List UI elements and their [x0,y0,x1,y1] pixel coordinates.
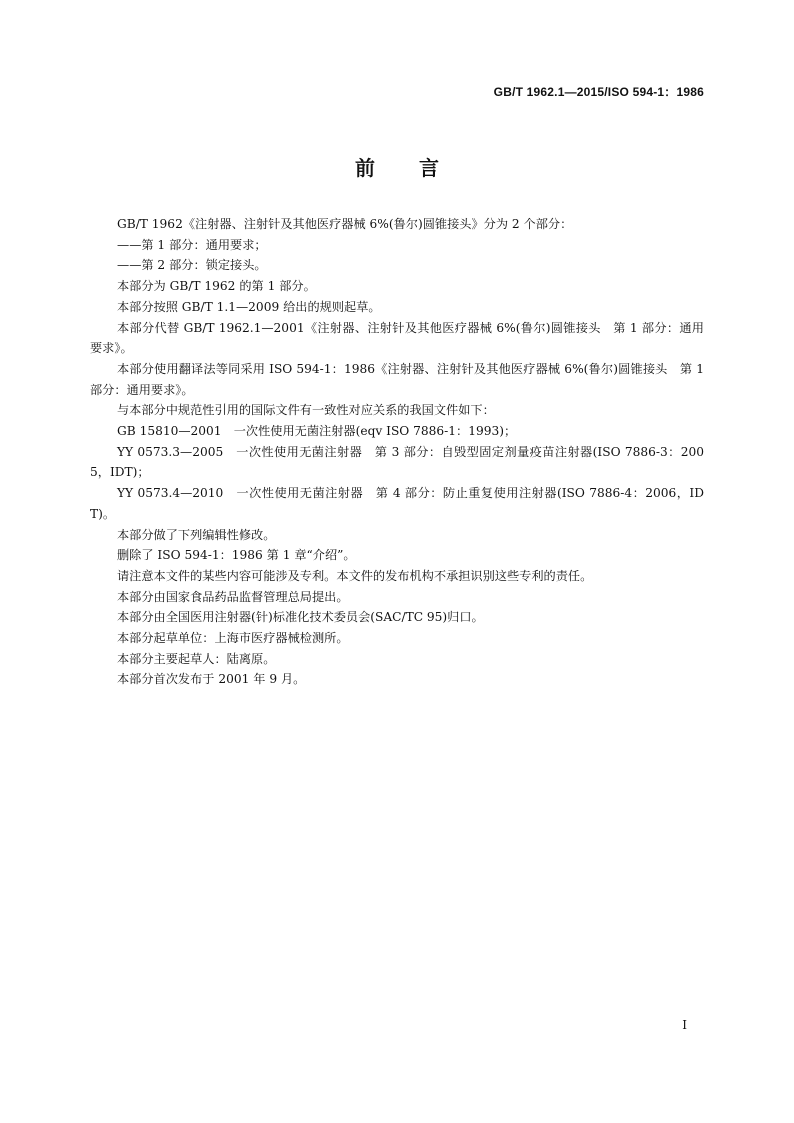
paragraph-2: ——第 1 部分：通用要求； [117,237,267,252]
paragraph-9: GB 15810—2001 一次性使用无菌注射器(eqv ISO 7886-1：1993)； [117,424,517,439]
paragraph-17: 本部分起草单位：上海市医疗器械检测所。 [117,631,349,646]
paragraph-13: 删除了 ISO 594-1：1986 第 1 章“介绍”。 [117,548,356,563]
paragraph-16: 本部分由全国医用注射器(针)标准化技术委员会(SAC/TC 95)归口。 [117,610,484,625]
paragraph-3: ——第 2 部分：锁定接头。 [117,258,267,273]
paragraph-4: 本部分为 GB/T 1962 的第 1 部分。 [117,279,316,294]
paragraph-11: YY 0573.4—2010 一次性使用无菌注射器 第 4 部分：防止重复使用注射器(ISO 7886-4：2006，IDT)。 [90,486,704,521]
paragraph-15: 本部分由国家食品药品监督管理总局提出。 [117,589,349,604]
paragraph-19: 本部分首次发布于 2001 年 9 月。 [117,672,306,687]
title-char-1: 前 [355,156,375,180]
page-title [0,152,794,181]
paragraph-7: 本部分使用翻译法等同采用 ISO 594-1：1986《注射器、注射针及其他医疗器械 6%(鲁尔)圆锥接头 第 1 部分：通用要求》。 [90,361,704,397]
foreword-body [90,214,704,690]
title-char-2: 言 [419,156,439,180]
paragraph-1: GB/T 1962《注射器、注射针及其他医疗器械 6%(鲁尔)圆锥接头》分为 2 个部分： [117,217,573,231]
paragraph-18: 本部分主要起草人：陆离原。 [117,651,276,666]
page-number: I [682,1018,687,1032]
standard-code-header: GB/T 1962.1—2015/ISO 594-1：1986 [493,85,704,99]
paragraph-10: YY 0573.3—2005 一次性使用无菌注射器 第 3 部分：自毁型固定剂量疫苗注射器(ISO 7886-3：2005，IDT)； [90,444,704,480]
paragraph-6: 本部分代替 GB/T 1962.1—2001《注射器、注射针及其他医疗器械 6%(鲁尔)圆锥接头 第 1 部分：通用要求》。 [90,320,704,356]
paragraph-14: 请注意本文件的某些内容可能涉及专利。本文件的发布机构不承担识别这些专利的责任。 [117,568,593,583]
paragraph-12: 本部分做了下列编辑性修改。 [117,527,276,542]
paragraph-5: 本部分按照 GB/T 1.1—2009 给出的规则起草。 [117,299,381,314]
paragraph-8: 与本部分中规范性引用的国际文件有一致性对应关系的我国文件如下： [117,403,495,418]
